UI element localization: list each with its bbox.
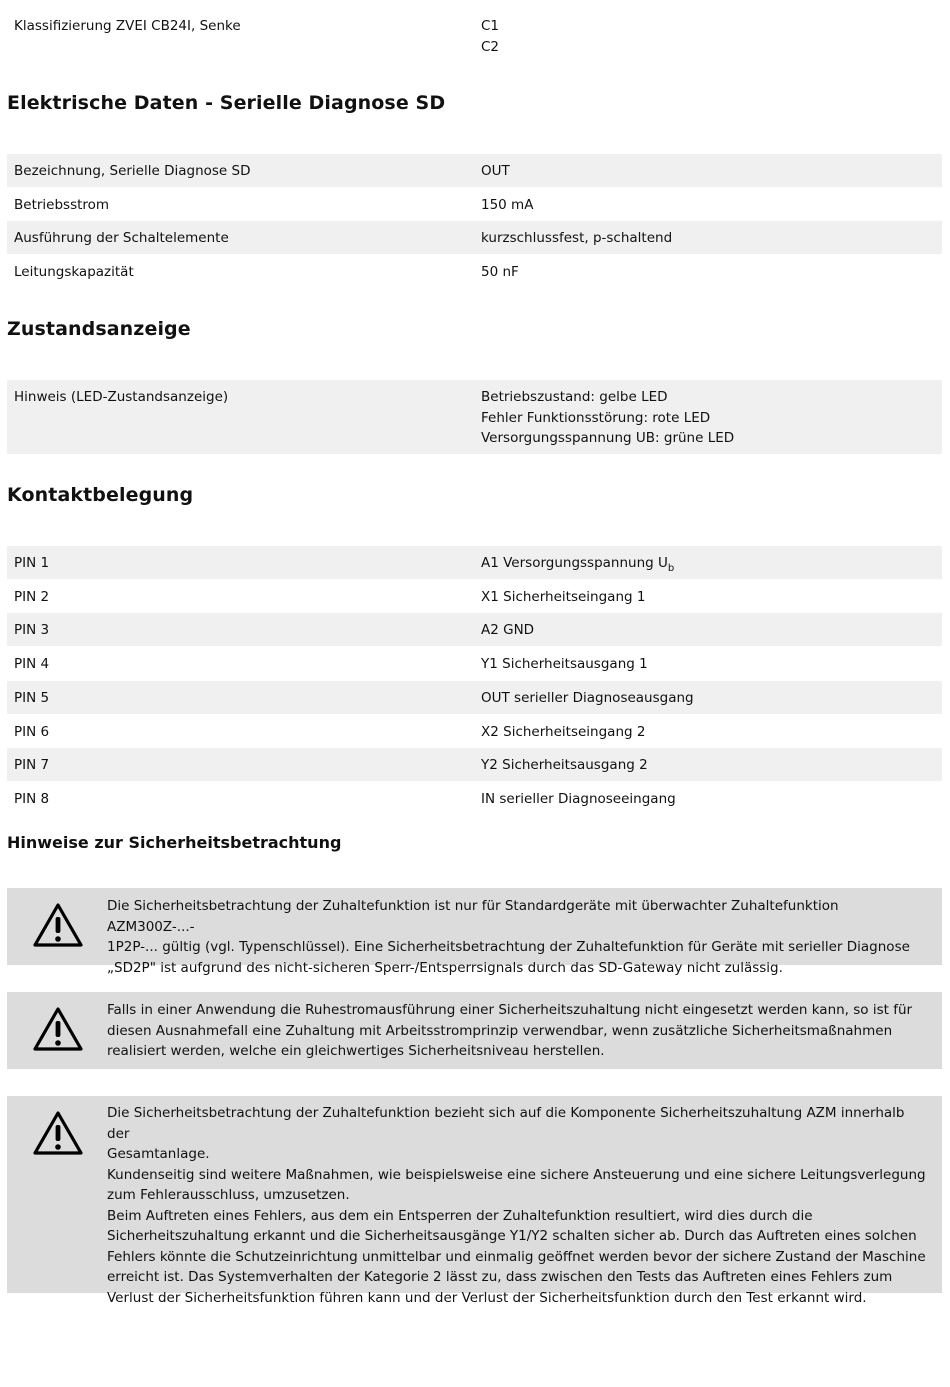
- table-row: [7, 188, 942, 221]
- safety-note: [7, 992, 942, 1069]
- note-line: Gesamtanlage.: [107, 1146, 210, 1162]
- note-line: „SD2P" ist aufgrund des nicht-sicheren Sperr-/Entsperrsignals durch das SD-Gateway nicht zulässig.: [107, 959, 783, 976]
- row-value: OUT: [481, 163, 510, 179]
- note-line: zum Fehlerausschluss, umzusetzen.: [107, 1187, 350, 1203]
- note-line: diesen Ausnahmefall eine Zuhaltung mit Arbeitsstromprinzip verwendbar, wenn zusätzliche Sicherheitsmaßnahmen: [107, 1022, 893, 1039]
- table-row: [7, 580, 942, 613]
- section-heading-status-display: Zustandsanzeige: [7, 318, 191, 340]
- row-value: 50 nF: [481, 264, 519, 280]
- row-label: PIN 2: [14, 589, 50, 605]
- safety-note-text: [107, 1103, 927, 1308]
- note-line: Kundenseitig sind weitere Maßnahmen, wie beispielsweise eine sichere Ansteuerung und eine sichere Leitungsverlegung: [107, 1166, 926, 1183]
- note-line: Sicherheitszuhaltung erkannt und die Sicherheitsausgänge Y1/Y2 schalten sicher ab. Durch das Auftreten eines solchen: [107, 1228, 917, 1244]
- classification-label: Klassifizierung ZVEI CB24I, Senke: [14, 18, 241, 34]
- pin1-value-subscript: b: [667, 563, 675, 574]
- row-label: PIN 5: [14, 690, 50, 706]
- safety-note: [7, 888, 942, 976]
- row-value: Y1 Sicherheitsausgang 1: [481, 656, 648, 672]
- note-line: Die Sicherheitsbetrachtung der Zuhaltefunktion bezieht sich auf die Komponente Sicherheitszuhaltung AZM innerhalb der: [107, 1105, 905, 1142]
- note-line: erreicht ist. Das Systemverhalten der Kategorie 2 lässt zu, dass zwischen den Tests das Auftreten eines Fehlers zum: [107, 1269, 893, 1285]
- classification-row: [7, 16, 942, 60]
- warning-triangle-icon: [32, 902, 84, 948]
- row-label: Leitungskapazität: [14, 264, 134, 280]
- table-row: [7, 613, 942, 646]
- safety-note: [7, 1096, 942, 1306]
- note-line: realisiert werden, welche ein gleichwertiges Sicherheitsniveau herstellen.: [107, 1043, 605, 1059]
- led-status-line: Versorgungsspannung UB: grüne LED: [481, 430, 735, 446]
- classification-values: [481, 16, 499, 57]
- table-row: [7, 255, 942, 288]
- section-heading-pin-assignment: Kontaktbelegung: [7, 484, 194, 506]
- row-value: [481, 553, 674, 574]
- section-heading-serial-diagnosis: Elektrische Daten - Serielle Diagnose SD: [7, 92, 446, 114]
- table-row: [7, 380, 942, 454]
- table-row: [7, 221, 942, 254]
- warning-triangle-icon: [32, 1006, 84, 1052]
- table-row: [7, 782, 942, 815]
- row-value: A2 GND: [481, 622, 535, 638]
- row-label: Bezeichnung, Serielle Diagnose SD: [14, 163, 251, 179]
- note-line: Fehlers könnte die Schutzeinrichtung unmittelbar und einmalig geöffnet werden bevor der sichere Zustand der Maschine: [107, 1248, 926, 1265]
- safety-note-text: [107, 896, 927, 978]
- row-value: OUT serieller Diagnoseausgang: [481, 690, 694, 706]
- table-row: [7, 715, 942, 748]
- row-label: PIN 6: [14, 724, 50, 740]
- note-line: Falls in einer Anwendung die Ruhestromausführung einer Sicherheitszuhaltung nicht eingesetzt werden kann, so ist für: [107, 1002, 913, 1018]
- table-row: [7, 546, 942, 579]
- row-label: PIN 8: [14, 791, 50, 807]
- note-line: 1P2P-... gültig (vgl. Typenschlüssel). Eine Sicherheitsbetrachtung der Zuhaltefunktion für Geräte mit serieller Diagnose: [107, 939, 910, 955]
- row-value: Y2 Sicherheitsausgang 2: [481, 757, 648, 773]
- row-label: Betriebsstrom: [14, 197, 110, 213]
- led-status-line: Betriebszustand: gelbe LED: [481, 389, 668, 405]
- row-label: PIN 4: [14, 656, 50, 672]
- row-label: Hinweis (LED-Zustandsanzeige): [14, 389, 229, 405]
- warning-triangle-icon: [32, 1110, 84, 1156]
- row-label: PIN 7: [14, 757, 50, 773]
- row-value: IN serieller Diagnoseeingang: [481, 791, 676, 807]
- row-label: Ausführung der Schaltelemente: [14, 230, 229, 246]
- row-value: X2 Sicherheitseingang 2: [481, 724, 646, 740]
- row-value-list: [481, 387, 734, 449]
- section-heading-safety-notes: Hinweise zur Sicherheitsbetrachtung: [7, 833, 342, 852]
- row-value: X1 Sicherheitseingang 1: [481, 589, 646, 605]
- led-status-line: Fehler Funktionsstörung: rote LED: [481, 409, 711, 426]
- note-line: Die Sicherheitsbetrachtung der Zuhaltefunktion ist nur für Standardgeräte mit überwachter Zuhaltefunktion AZM300Z-...-: [107, 898, 839, 935]
- note-line: Verlust der Sicherheitsfunktion führen kann und der Verlust der Sicherheitsfunktion durch den Test erkannt wird.: [107, 1289, 867, 1306]
- table-row: [7, 681, 942, 714]
- row-label: PIN 3: [14, 622, 50, 638]
- row-value: kurzschlussfest, p-schaltend: [481, 230, 673, 246]
- table-row: [7, 647, 942, 680]
- note-line: Beim Auftreten eines Fehlers, aus dem ein Entsperren der Zuhaltefunktion resultiert, wird dies durch die: [107, 1207, 813, 1224]
- table-row: [7, 748, 942, 781]
- classification-value: C1: [481, 18, 500, 34]
- row-value: 150 mA: [481, 197, 534, 213]
- classification-value: C2: [481, 38, 500, 55]
- row-label: PIN 1: [14, 555, 50, 571]
- pin1-value-text: A1 Versorgungsspannung U: [481, 555, 668, 571]
- safety-note-text: [107, 1000, 927, 1062]
- table-row: [7, 154, 942, 187]
